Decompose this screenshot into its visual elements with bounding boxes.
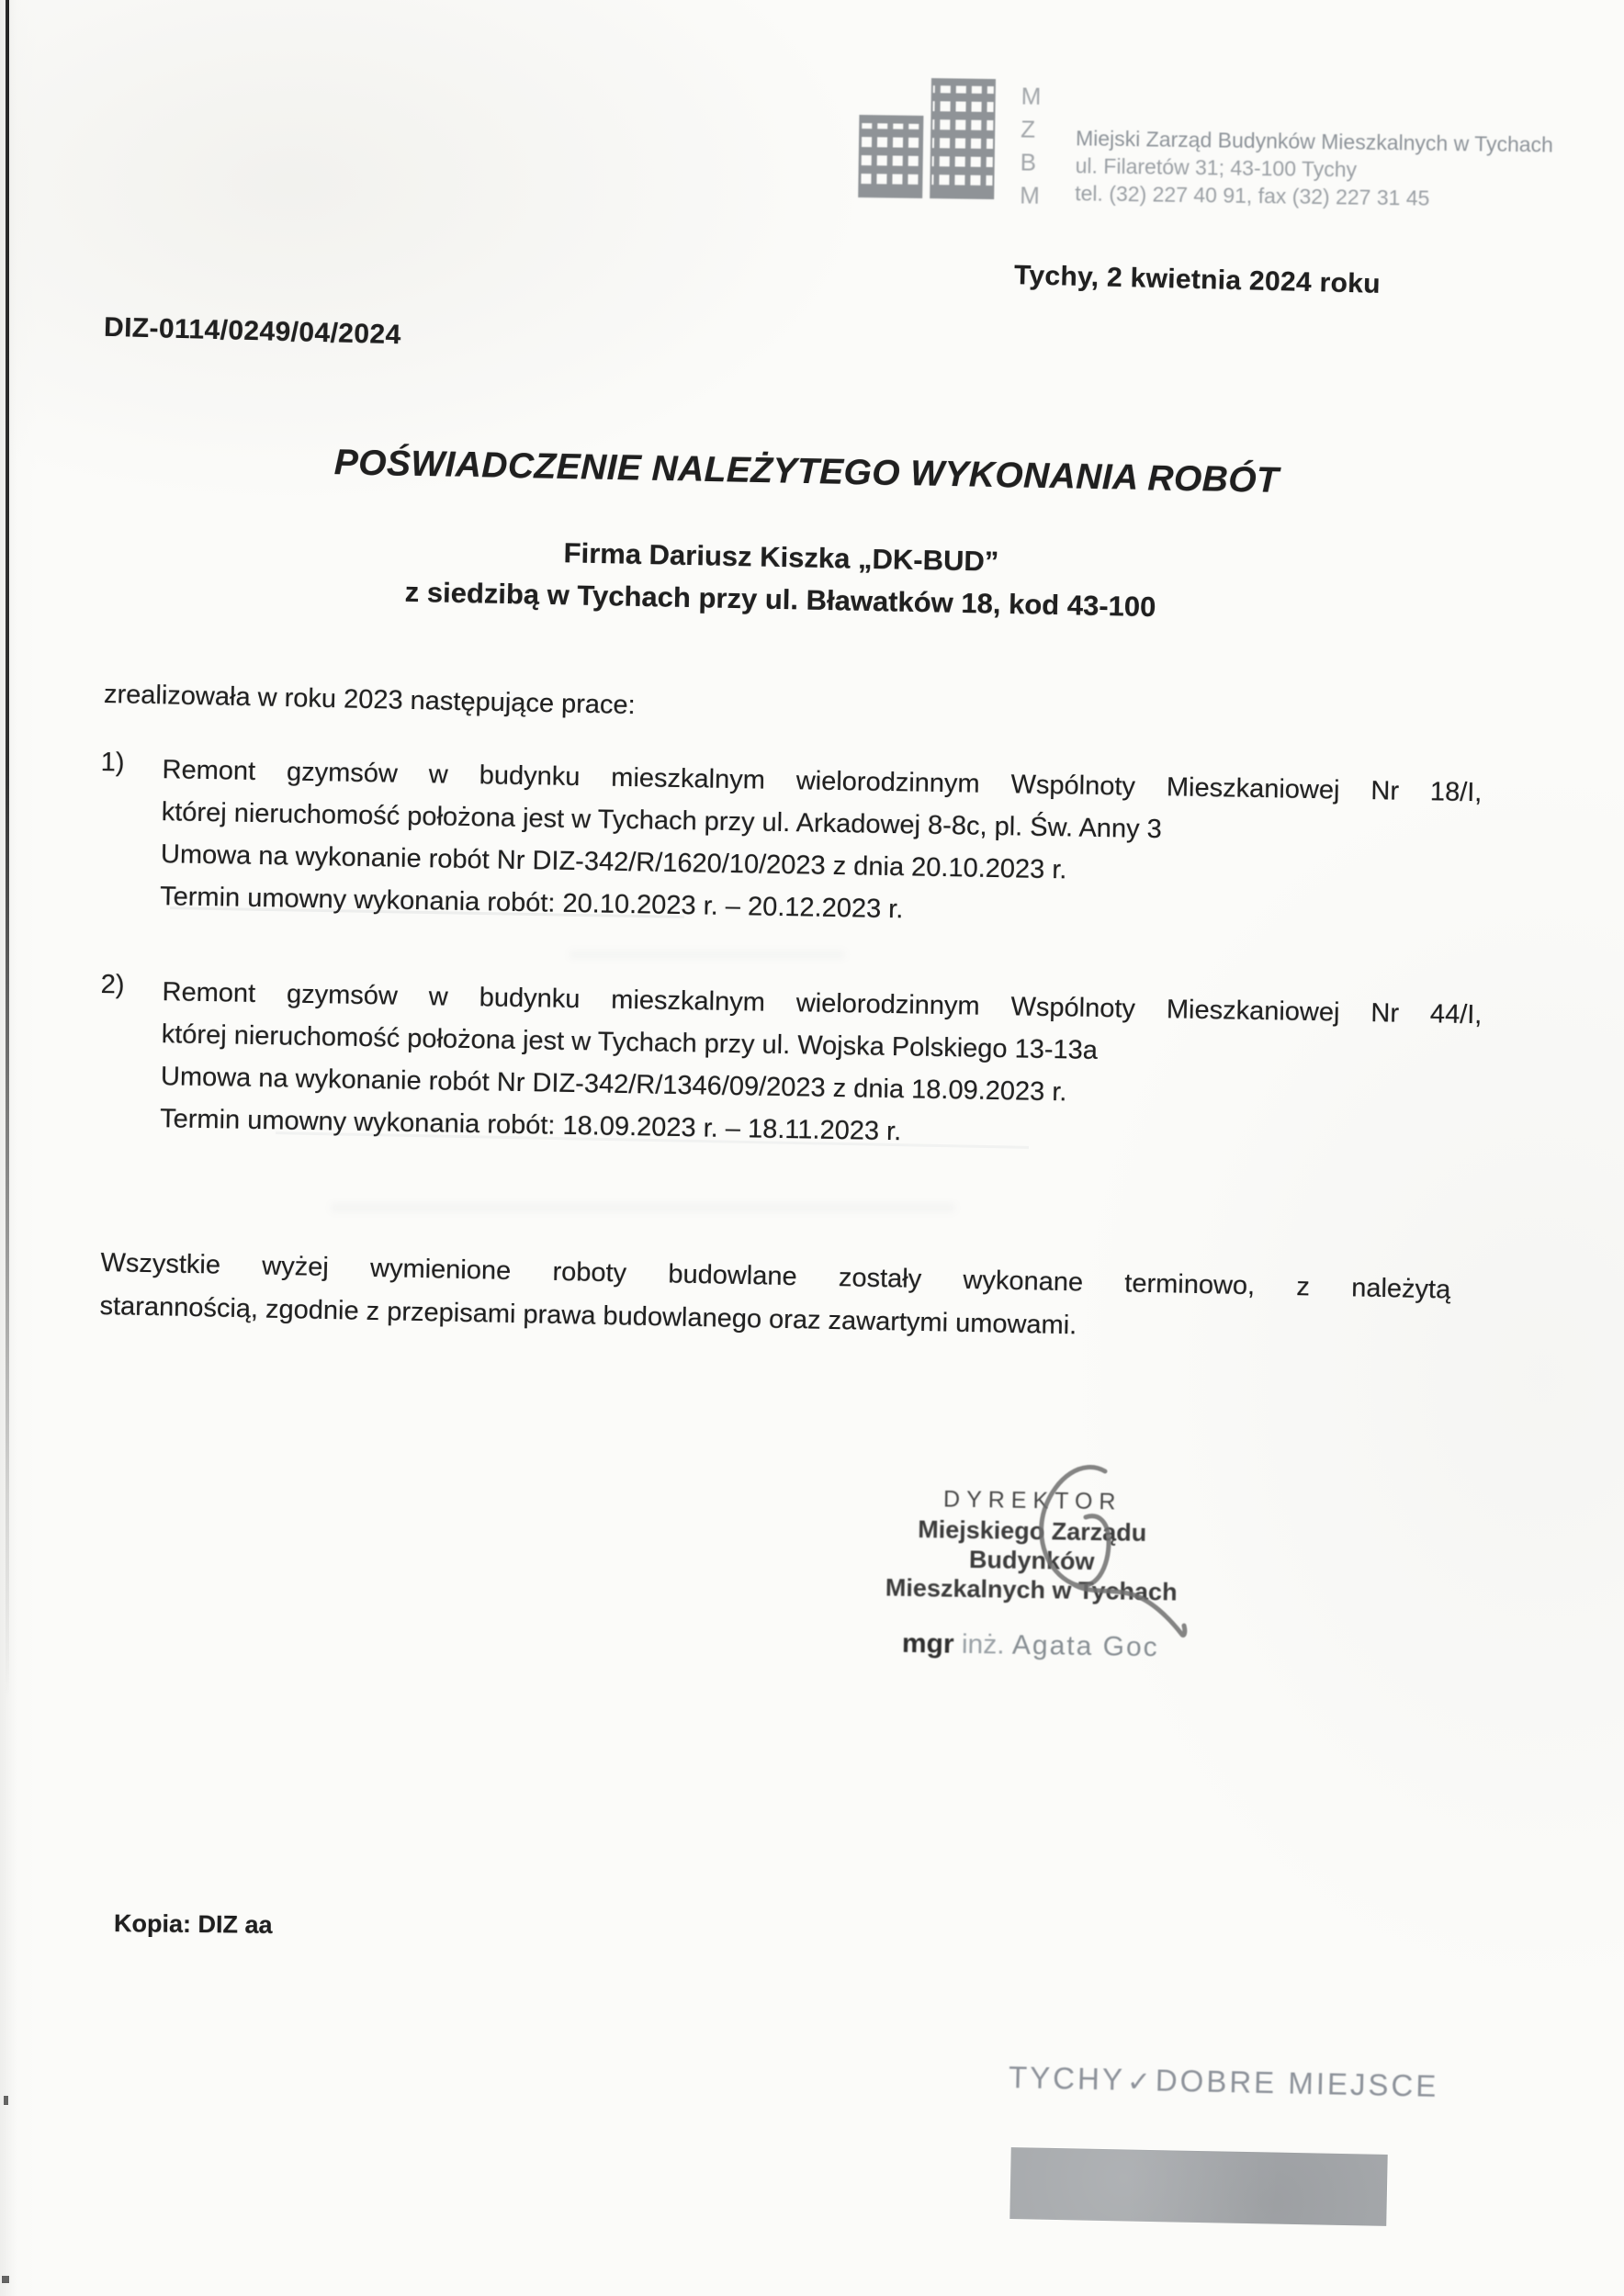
letterhead-text [1075,124,1553,213]
logo-letter: B [1020,148,1038,176]
organization-name: Miejski Zarząd Budynków Mieszkalnych w Tychach [1075,126,1554,157]
letterhead [858,77,1554,224]
work-term-line: Termin umowny wykonania robót: 20.10.2023 r. – 20.12.2023 r. [159,882,904,925]
company-name: Firma Dariusz Kiszka „DK-BUD” [563,536,999,578]
scan-edge-mark [2,2276,9,2283]
work-item-number: 1) [100,748,125,778]
work-description-line: której nieruchomość położona jest w Tychach przy ul. Wojska Polskiego 13-13a [161,1019,1099,1065]
copy-note: Kopia: DIZ aa [113,1909,273,1939]
closing-line: starannością, zgodnie z przepisami prawa budowlanego oraz zawartymi umowami. [99,1290,1077,1341]
stamp-org-line: Miejskiego Zarządu Budynków [917,1515,1147,1576]
stamp-org-line: Mieszkalnych w Tychach [885,1573,1178,1606]
work-description-line: Remont gzymsów w budynku mieszkalnym wielorodzinnym Wspólnoty Mieszkaniowej Nr 18/I, [162,755,1483,808]
signer-title: inż. [961,1628,1005,1660]
checkmark-icon: ✓ [1126,2065,1155,2099]
intro-line: zrealizowała w roku 2023 następujące prace: [103,679,637,721]
scan-edge-mark [4,2096,8,2105]
work-item-1 [98,748,1490,940]
signer-role: DYREKTOR [942,1486,1122,1515]
signer-degree: mgr [901,1627,954,1660]
logo-letter: Z [1021,115,1037,143]
scan-artifact-smudge [331,1203,955,1212]
city-slogan [1009,2060,1439,2104]
document-title: POŚWIADCZENIE NALEŻYTEGO WYKONANIA ROBÓT [333,443,1280,501]
company-block [0,520,1594,636]
organization-address: ul. Filaretów 31; 43-100 Tychy [1075,153,1358,182]
work-contract-line: Umowa na wykonanie robót Nr DIZ-342/R/1346/09/2023 z dnia 18.09.2023 r. [160,1062,1067,1108]
organization-phone: tel. (32) 227 40 91, fax (32) 227 31 45 [1075,181,1430,210]
mzbm-buildings-logo-icon [858,77,998,200]
closing-line: Wszystkie wyżej wymienione roboty budowlane zostały wykonane terminowo, z należytą [100,1247,1451,1305]
logo-letter: M [1021,82,1043,110]
date-line: Tychy, 2 kwietnia 2024 roku [1013,260,1382,299]
work-description-line: której nieruchomość położona jest w Tychach przy ul. Arkadowej 8-8c, pl. Św. Anny 3 [161,797,1163,845]
work-contract-line: Umowa na wykonanie robót Nr DIZ-342/R/1620/10/2023 z dnia 20.10.2023 r. [160,839,1067,885]
handwritten-signature [997,1457,1208,1649]
work-description-line: Remont gzymsów w budynku mieszkalnym wielorodzinnym Wspólnoty Mieszkaniowej Nr 44/I, [162,977,1483,1030]
footer-gray-bar [1009,2147,1387,2226]
work-term-line: Termin umowny wykonania robót: 18.09.2023 r. – 18.11.2023 r. [159,1104,902,1147]
company-address: z siedzibą w Tychach przy ul. Bławatków 18, kod 43-100 [404,575,1156,624]
slogan-rest: DOBRE MIEJSCE [1155,2063,1439,2103]
slogan-city: TYCHY [1008,2060,1126,2097]
work-item-number: 2) [100,970,125,1000]
reference-number: DIZ-0114/0249/04/2024 [103,311,402,351]
logo-letter: M [1020,181,1042,209]
closing-paragraph [99,1242,1451,1355]
signer-name: Agata Goc [1011,1629,1159,1663]
scan-edge-line [6,0,9,1699]
scan-artifact-smudge [570,951,845,959]
logo-letters-column [1020,79,1043,211]
